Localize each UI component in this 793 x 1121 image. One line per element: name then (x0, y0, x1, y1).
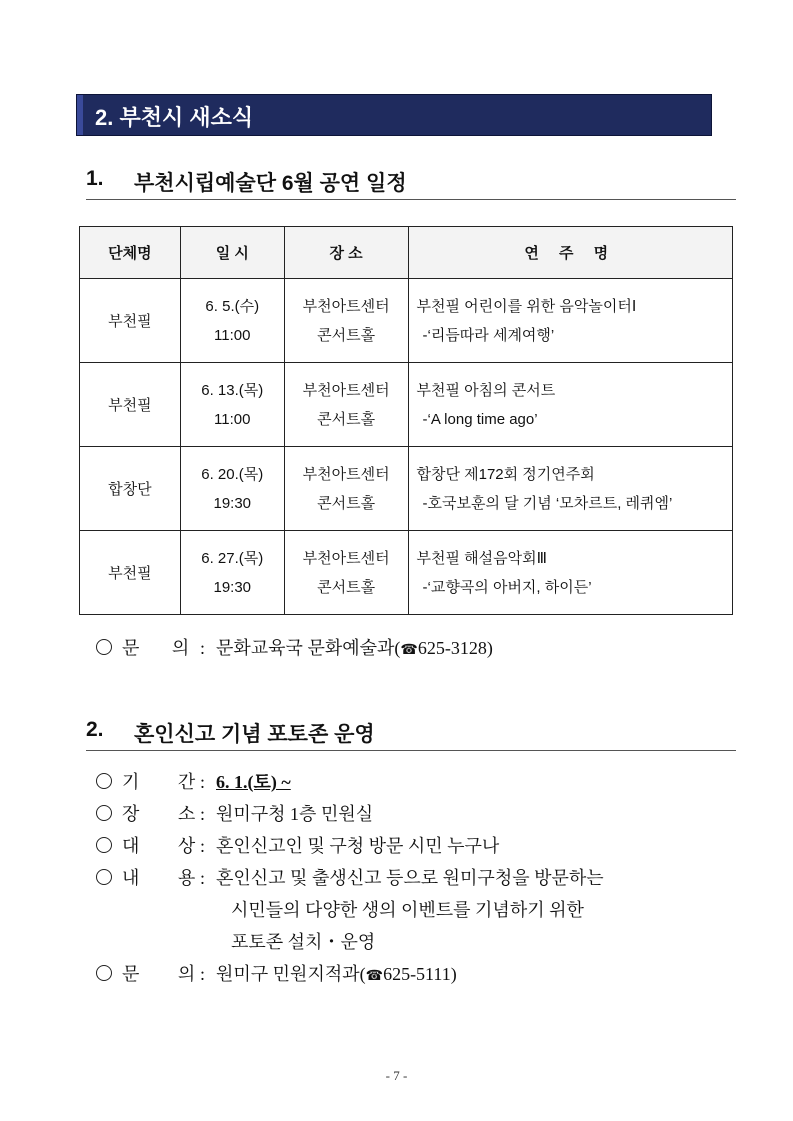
performance-schedule-table (79, 226, 733, 615)
cell-date: 6. 20.(목) (201, 465, 264, 483)
section1-title: 부천시립예술단 6월 공연 일정 (134, 172, 407, 195)
cell-time: 11:00 (214, 410, 251, 428)
section2-number: 2. (86, 718, 104, 741)
page-number: - 7 - (385, 1068, 408, 1083)
cell-date: 6. 5.(수) (205, 297, 260, 315)
circle-bullet-icon (96, 965, 112, 981)
cell-time: 11:00 (214, 326, 251, 344)
cell-venue-line2: 콘서트홀 (317, 578, 376, 596)
period-value: 6. 1.(토) ~ (216, 772, 291, 792)
header-datetime: 일 시 (180, 227, 284, 279)
section2-title: 혼인신고 기념 포토존 운영 (134, 723, 375, 746)
inquiry-value: 원미구 민원지적과( (216, 964, 366, 984)
inquiry-label: 문 의 (122, 638, 190, 658)
table-row (80, 447, 733, 531)
cell-datetime (180, 447, 284, 531)
cell-datetime (180, 279, 284, 363)
content-line: 내 용 : 혼인신고 및 출생신고 등으로 원미구청을 방문하는 (96, 864, 604, 890)
cell-program-title: 합창단 제172회 정기연주회 (416, 465, 595, 483)
cell-group: 부천필 (80, 279, 181, 363)
cell-venue-line2: 콘서트홀 (317, 326, 376, 344)
cell-time: 19:30 (213, 494, 252, 512)
circle-bullet-icon (96, 837, 112, 853)
section2-heading (86, 718, 736, 751)
cell-group: 부천필 (80, 531, 181, 615)
cell-program-title: 부천필 아침의 콘서트 (416, 381, 556, 399)
cell-program-title: 부천필 해설음악회Ⅲ (416, 549, 547, 567)
table-row (80, 363, 733, 447)
cell-program-subtitle: -호국보훈의 달 기념 ‘모차르트, 레퀴엠’ (422, 494, 673, 512)
place-line: 장 소 : 원미구청 1층 민원실 (96, 800, 373, 826)
table-header-row (80, 227, 733, 279)
table-row (80, 531, 733, 615)
header-group: 단체명 (80, 227, 181, 279)
header-venue: 장 소 (284, 227, 408, 279)
period-label: 기 간 (122, 772, 196, 792)
cell-program-subtitle: -‘A long time ago’ (422, 410, 538, 428)
inquiry-value: 문화교육국 문화예술과( (216, 638, 401, 658)
cell-datetime (180, 363, 284, 447)
cell-program (408, 363, 733, 447)
cell-venue-line1: 부천아트센터 (302, 381, 390, 399)
circle-bullet-icon (96, 639, 112, 655)
cell-venue (284, 447, 408, 531)
period-line: 기 간 : 6. 1.(토) ~ (96, 768, 291, 794)
cell-program-subtitle: -‘리듬따라 세계여행’ (422, 326, 555, 344)
section2-inquiry: 문 의 : 원미구 민원지적과(☎625-5111) (96, 960, 457, 986)
cell-venue-line1: 부천아트센터 (302, 549, 390, 567)
cell-program-title: 부천필 어린이를 위한 음악놀이터Ⅰ (416, 297, 637, 315)
target-line: 대 상 : 혼인신고인 및 구청 방문 시민 누구나 (96, 832, 499, 858)
phone-icon: ☎ (400, 643, 418, 658)
cell-program (408, 531, 733, 615)
cell-group: 합창단 (80, 447, 181, 531)
circle-bullet-icon (96, 773, 112, 789)
section1-heading (86, 167, 736, 200)
inquiry-label: 문 의 (122, 964, 196, 984)
inquiry-phone: 625-5111) (383, 964, 457, 984)
cell-program (408, 447, 733, 531)
cell-group: 부천필 (80, 363, 181, 447)
content-value-line3: 포토존 설치・운영 (231, 932, 376, 952)
cell-venue-line1: 부천아트센터 (302, 465, 390, 483)
cell-time: 19:30 (213, 578, 252, 596)
content-label: 내 용 (122, 868, 196, 888)
target-value: 혼인신고인 및 구청 방문 시민 누구나 (216, 836, 500, 856)
cell-venue (284, 363, 408, 447)
cell-venue (284, 531, 408, 615)
cell-datetime (180, 531, 284, 615)
place-value: 원미구청 1층 민원실 (216, 804, 374, 824)
cell-venue-line2: 콘서트홀 (317, 494, 376, 512)
cell-date: 6. 27.(목) (201, 549, 264, 567)
section1-inquiry: 문 의 : 문화교육국 문화예술과(☎625-3128) (96, 634, 493, 660)
circle-bullet-icon (96, 869, 112, 885)
circle-bullet-icon (96, 805, 112, 821)
banner-accent-strip (77, 95, 83, 135)
content-value-line2: 시민들의 다양한 생의 이벤트를 기념하기 위한 (231, 900, 584, 920)
cell-venue (284, 279, 408, 363)
phone-icon: ☎ (365, 969, 384, 984)
target-label: 대 상 (122, 836, 196, 856)
section-banner (76, 94, 712, 136)
content-value-line1: 혼인신고 및 출생신고 등으로 원미구청을 방문하는 (216, 868, 604, 888)
cell-program-subtitle: -‘교향곡의 아버지, 하이든’ (422, 578, 592, 596)
place-label: 장 소 (122, 804, 196, 824)
header-program: 연 주 명 (408, 227, 733, 279)
section1-number: 1. (86, 167, 104, 190)
cell-venue-line2: 콘서트홀 (317, 410, 376, 428)
banner-title: 2. 부천시 새소식 (95, 105, 254, 130)
table-row (80, 279, 733, 363)
cell-venue-line1: 부천아트센터 (302, 297, 390, 315)
cell-program (408, 279, 733, 363)
cell-date: 6. 13.(목) (201, 381, 264, 399)
inquiry-phone: 625-3128) (417, 638, 493, 658)
